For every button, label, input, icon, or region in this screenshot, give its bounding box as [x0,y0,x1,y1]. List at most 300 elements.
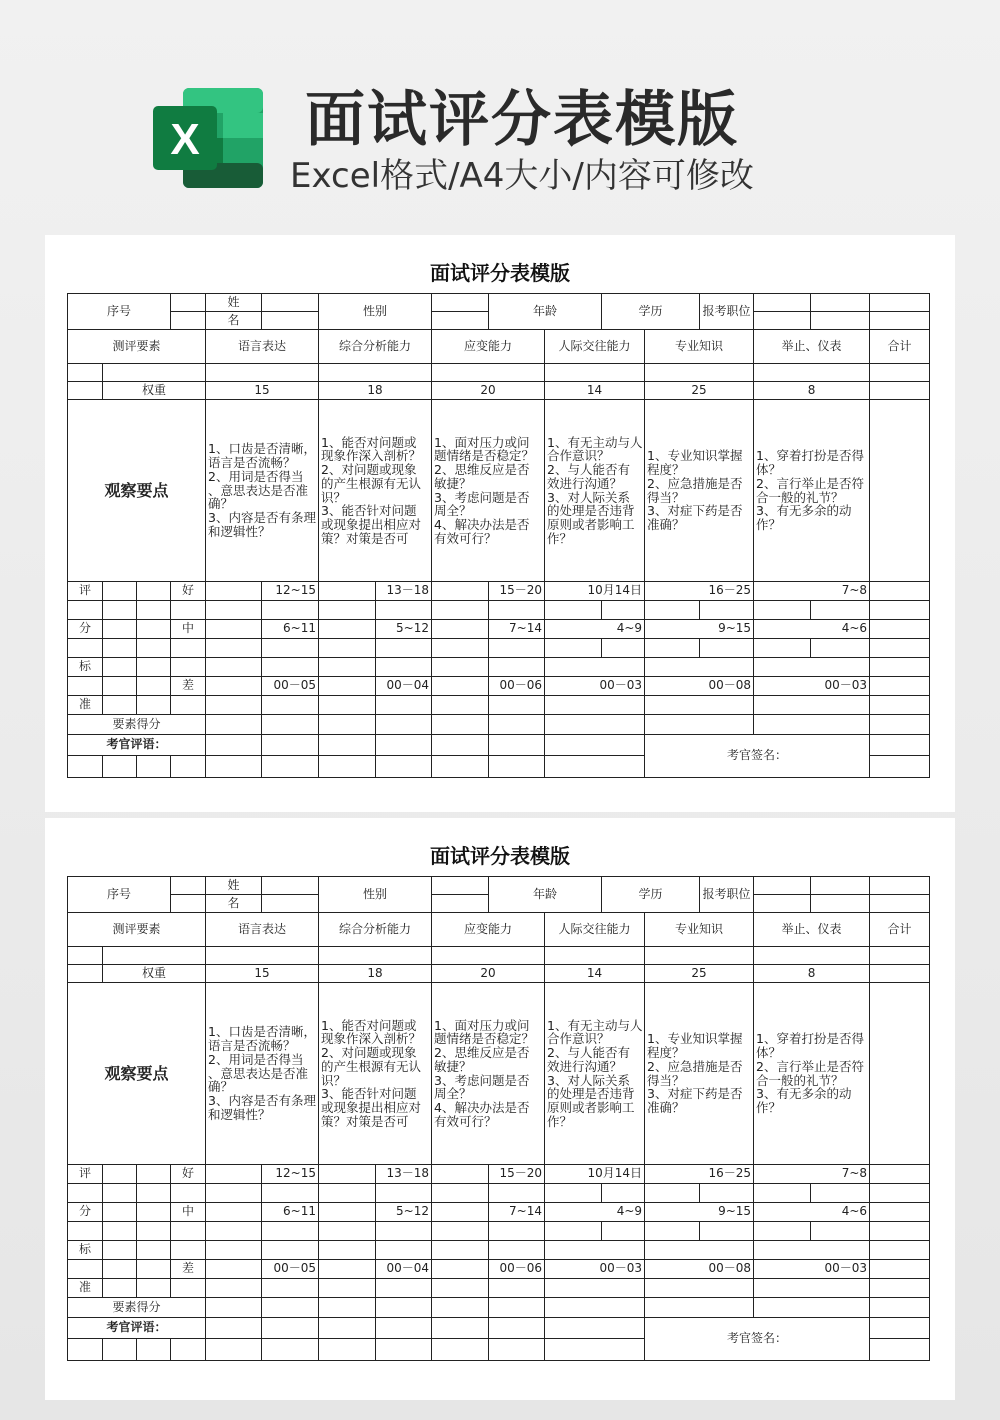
header-age: 年龄 [489,877,602,913]
empty-cell [68,1260,103,1279]
empty-cell [545,1184,602,1203]
empty-cell [700,1222,754,1241]
empty-cell [319,1298,376,1318]
empty-cell [103,1339,137,1361]
empty-cell [137,1184,171,1203]
banner-subtitle: Excel格式/A4大小/内容可修改 [290,156,754,196]
score-side: 标 [68,658,103,677]
empty-cell [376,735,432,756]
factor: 举止、仪表 [754,330,870,364]
empty-cell [137,1203,171,1222]
empty-cell [870,364,930,382]
empty-cell [376,756,432,778]
obs-line: 合作意识？ [547,449,610,463]
empty-cell [206,658,262,677]
empty-cell [68,965,103,983]
element-score-label: 要素得分 [68,1298,206,1318]
empty-cell [811,1222,870,1241]
empty-cell [319,601,376,620]
empty-cell [545,947,645,965]
grade-value: 5~12 [376,1203,432,1222]
grade-value: 00－06 [489,677,545,696]
empty-cell [489,696,545,715]
empty-cell [376,1184,432,1203]
empty-cell [545,639,602,658]
empty-cell [545,756,645,778]
empty-cell [262,1318,319,1339]
empty-cell [376,1298,432,1318]
empty-cell [319,1241,376,1260]
obs-line: 1、口齿是否清晰， [208,1025,316,1040]
empty-cell [68,756,103,778]
banner-title: 面试评分表模版 [305,85,739,155]
empty-cell [432,1298,489,1318]
empty-cell [545,696,645,715]
empty-cell [645,639,700,658]
grade-value: 00－03 [545,1260,645,1279]
element-score-label: 要素得分 [68,715,206,735]
obs-line: 得当？ [647,1073,685,1088]
empty-cell [432,601,489,620]
empty-cell [319,1165,376,1184]
empty-cell [870,756,930,778]
empty-cell [103,1241,137,1260]
empty-cell [137,1279,171,1298]
obs-cell [754,983,870,1165]
empty-cell [376,696,432,715]
empty-cell [103,601,137,620]
empty-cell [206,696,262,715]
empty-cell [489,639,545,658]
empty-cell [489,756,545,778]
empty-cell [206,601,262,620]
empty-cell [319,582,376,601]
empty-cell [319,1260,376,1279]
grade-value: 12~15 [262,1165,319,1184]
header-education: 学历 [602,294,700,330]
obs-line: 现象作深入剖析？ [321,449,422,463]
grade-bad-label: 差 [171,1260,206,1279]
empty-cell [489,658,545,677]
empty-cell [870,947,930,965]
obs-cell [319,400,432,582]
empty-cell [206,1222,262,1241]
obs-cell [432,983,545,1165]
grade-value: 4~9 [545,1203,645,1222]
empty-cell [319,715,376,735]
grade-value: 7~14 [489,620,545,639]
obs-line: 合作意识？ [547,1032,610,1046]
empty-cell [489,601,545,620]
obs-line: 敏捷？ [434,476,472,491]
excel-logo-icon [153,88,263,188]
grade-mid-label: 中 [171,1203,206,1222]
empty-cell [870,1241,930,1260]
empty-cell [754,1184,811,1203]
empty-cell [206,947,319,965]
empty-cell [376,601,432,620]
empty-cell [68,382,103,400]
grade-value: 00－04 [376,677,432,696]
obs-line: 作？ [547,531,573,546]
empty-cell [754,696,870,715]
empty-cell [376,1241,432,1260]
header-name-bottom: 名 [206,895,262,913]
empty-cell [206,582,262,601]
obs-line: 2、应急措施是否 [647,476,743,491]
empty-cell [545,1339,645,1361]
empty-cell [432,715,489,735]
empty-cell [432,696,489,715]
grade-value: 12~15 [262,582,319,601]
empty-cell [137,1260,171,1279]
empty-cell [432,1339,489,1361]
obs-line: 或现象提出相应对 [321,1101,422,1115]
empty-cell [870,1260,930,1279]
obs-line: 1、面对压力或问 [434,435,530,450]
empty-cell [262,1279,319,1298]
empty-cell [432,1241,489,1260]
empty-cell [171,1279,206,1298]
empty-cell [376,1318,432,1339]
obs-line: 有效可行？ [434,531,497,546]
weight-value: 8 [754,965,870,983]
empty-cell [754,947,870,965]
weight-value: 15 [206,965,319,983]
empty-cell [319,364,432,382]
empty-cell [432,1318,489,1339]
obs-line: 作？ [756,518,782,532]
obs-cell [319,983,432,1165]
empty-cell [754,715,870,735]
factor: 语言表达 [206,330,319,364]
empty-cell [432,1279,489,1298]
empty-cell [870,639,930,658]
empty-cell [645,601,700,620]
score-table [67,293,930,778]
score-table [67,876,930,1361]
empty-cell [432,677,489,696]
obs-line: 2、言行举止是否符 [756,476,865,491]
obs-line: 3、对人际关系 [547,1073,630,1088]
obs-line: 2、用词是否得当 [208,469,304,484]
obs-line: 和逻辑性？ [208,524,271,539]
empty-cell [545,601,602,620]
empty-cell [103,582,137,601]
empty-cell [137,658,171,677]
header-name-bottom: 名 [206,312,262,330]
empty-cell [700,601,754,620]
empty-cell [489,715,545,735]
empty-cell [206,1339,262,1361]
obs-line: 体？ [756,463,782,477]
empty-cell [645,1184,700,1203]
obs-line: 的产生根源有无认 [321,476,422,491]
obs-line: 的产生根源有无认 [321,1059,422,1074]
obs-line: 体？ [756,1046,782,1060]
empty-cell [602,1184,645,1203]
empty-cell [645,1241,754,1260]
empty-cell [171,601,206,620]
obs-line: 题情绪是否稳定？ [434,449,535,463]
empty-cell [645,715,754,735]
obs-line: 3、有无多余的动 [756,1087,852,1101]
empty-cell [319,1222,376,1241]
grade-value: 16－25 [645,582,754,601]
grade-good-label: 好 [171,582,206,601]
empty-cell [489,1339,545,1361]
empty-cell [489,1184,545,1203]
obs-line: 3、对症下药是否 [647,504,743,518]
weight-value: 20 [432,382,545,400]
obs-line: 2、思维反应是否 [434,1046,530,1060]
signature-label: 考官签名： [645,735,870,778]
obs-line: 3、对人际关系 [547,490,630,505]
weight-value: 15 [206,382,319,400]
empty-cell [754,364,870,382]
weight-label: 权重 [103,382,206,400]
obs-cell [432,400,545,582]
empty-cell [811,639,870,658]
comment-label: 考官评语： [68,1318,206,1339]
empty-cell [754,1222,811,1241]
empty-cell [137,1339,171,1361]
empty-cell [68,364,103,382]
factor: 专业知识 [645,913,754,947]
empty-cell [870,1318,930,1339]
empty-cell [602,601,645,620]
empty-cell [870,715,930,735]
weight-value: 20 [432,965,545,983]
empty-cell [811,601,870,620]
grade-value: 15－20 [489,582,545,601]
empty-cell [103,1222,137,1241]
empty-cell [870,965,930,983]
header-seq: 序号 [68,877,171,913]
empty-cell [171,1184,206,1203]
empty-cell [545,1241,645,1260]
empty-cell [206,1260,262,1279]
obs-line: 1、能否对问题或 [321,435,417,450]
empty-cell [206,735,262,756]
obs-line: 作？ [547,1114,573,1129]
sheet-title: 面试评分表模版 [430,844,570,868]
empty-cell [754,1298,870,1318]
empty-cell [432,947,545,965]
obs-cell [545,400,645,582]
empty-cell [700,1184,754,1203]
obs-line: 效进行沟通？ [547,476,623,491]
empty-cell [137,756,171,778]
empty-cell [754,601,811,620]
obs-cell [206,983,319,1165]
empty-cell [870,735,930,756]
grade-value: 4~6 [754,620,870,639]
empty-cell [103,364,206,382]
empty-cell [376,639,432,658]
factor: 人际交往能力 [545,330,645,364]
empty-cell [68,1184,103,1203]
weight-value: 25 [645,382,754,400]
empty-cell [262,1241,319,1260]
obs-cell [206,400,319,582]
obs-line: 2、言行举止是否符 [756,1059,865,1074]
obs-line: 策？对策是否可 [321,1114,409,1129]
empty-cell [870,382,930,400]
obs-label: 观察要点 [68,983,206,1165]
score-side: 分 [68,1203,103,1222]
empty-cell [206,756,262,778]
empty-cell [103,658,137,677]
header-gender: 性别 [319,877,432,913]
grade-value: 15－20 [489,1165,545,1184]
grade-bad-label: 差 [171,677,206,696]
weight-value: 8 [754,382,870,400]
empty-cell [319,696,376,715]
grade-value: 10月14日 [545,1165,645,1184]
obs-line: 3、能否针对问题 [321,504,417,518]
empty-cell [262,1298,319,1318]
empty-cell [137,1241,171,1260]
empty-cell [103,696,137,715]
factor: 应变能力 [432,330,545,364]
empty-cell [432,756,489,778]
obs-line: 3、内容是否有条理 [208,511,316,525]
empty-cell [870,1165,930,1184]
empty-cell [206,1241,262,1260]
grade-value: 00－03 [545,677,645,696]
grade-value: 5~12 [376,620,432,639]
empty-cell [432,639,489,658]
obs-line: 语言是否流畅？ [208,1039,296,1053]
grade-value: 7~8 [754,582,870,601]
empty-cell [137,639,171,658]
empty-cell [870,1203,930,1222]
weight-value: 18 [319,965,432,983]
empty-cell [432,1165,489,1184]
obs-line: 周全？ [434,1087,472,1101]
empty-cell [319,1203,376,1222]
weight-label: 权重 [103,965,206,983]
grade-good-label: 好 [171,1165,206,1184]
grade-value: 16－25 [645,1165,754,1184]
empty-cell [262,735,319,756]
empty-cell [206,677,262,696]
grade-value: 13－18 [376,1165,432,1184]
empty-cell [432,364,545,382]
empty-cell [545,1279,645,1298]
grade-value: 10月14日 [545,582,645,601]
empty-cell [870,601,930,620]
total-label: 合计 [870,913,930,947]
empty-cell [870,620,930,639]
obs-line: 周全？ [434,504,472,518]
empty-cell [206,620,262,639]
obs-line: 1、穿着打扮是否得 [756,1032,865,1046]
empty-cell [137,696,171,715]
empty-cell [319,639,376,658]
empty-cell [171,1222,206,1241]
empty-cell [68,677,103,696]
empty-cell [645,1279,754,1298]
empty-cell [545,1318,645,1339]
grade-value: 00－05 [262,677,319,696]
header-position: 报考职位 [700,294,754,330]
empty-cell [262,1184,319,1203]
empty-cell [602,639,645,658]
empty-cell [137,1165,171,1184]
factor: 人际交往能力 [545,913,645,947]
empty-cell [171,696,206,715]
empty-cell [262,1339,319,1361]
obs-line: 准确？ [647,518,685,532]
empty-cell [206,639,262,658]
empty-cell [262,639,319,658]
weight-value: 18 [319,382,432,400]
empty-cell [870,1184,930,1203]
banner [0,0,1000,220]
grade-value: 7~8 [754,1165,870,1184]
empty-cell [376,1279,432,1298]
sheet-preview-1 [45,235,955,812]
empty-cell [137,620,171,639]
sheet-preview-2 [45,818,955,1400]
empty-cell [754,1241,870,1260]
empty-cell [319,1339,376,1361]
header-education: 学历 [602,877,700,913]
empty-cell [376,715,432,735]
obs-line: 识？ [321,490,347,505]
factors-label: 测评要素 [68,330,206,364]
empty-cell [103,1203,137,1222]
obs-line: 效进行沟通？ [547,1059,623,1074]
empty-cell [103,1165,137,1184]
empty-cell [171,658,206,677]
factor: 应变能力 [432,913,545,947]
empty-cell [319,1318,376,1339]
obs-line: 3、考虑问题是否 [434,490,530,505]
empty-cell [376,658,432,677]
grade-value: 00－06 [489,1260,545,1279]
obs-line: 1、能否对问题或 [321,1018,417,1033]
empty-cell [103,1279,137,1298]
grade-value: 00－03 [754,1260,870,1279]
obs-label: 观察要点 [68,400,206,582]
empty-cell [545,1298,645,1318]
empty-cell [432,1203,489,1222]
obs-line: 1、专业知识掌握 [647,449,743,463]
obs-line: 题情绪是否稳定？ [434,1032,535,1046]
weight-value: 14 [545,382,645,400]
empty-cell [262,601,319,620]
empty-cell [171,639,206,658]
empty-cell [432,582,489,601]
factor: 综合分析能力 [319,913,432,947]
empty-cell [103,756,137,778]
empty-cell [489,1298,545,1318]
weight-value: 14 [545,965,645,983]
empty-cell [319,947,432,965]
empty-cell [432,1260,489,1279]
empty-cell [545,364,645,382]
empty-cell [206,1318,262,1339]
empty-cell [376,1339,432,1361]
empty-cell [489,1318,545,1339]
grade-value: 9~15 [645,1203,754,1222]
empty-cell [103,947,206,965]
grade-value: 9~15 [645,620,754,639]
grade-value: 13－18 [376,582,432,601]
